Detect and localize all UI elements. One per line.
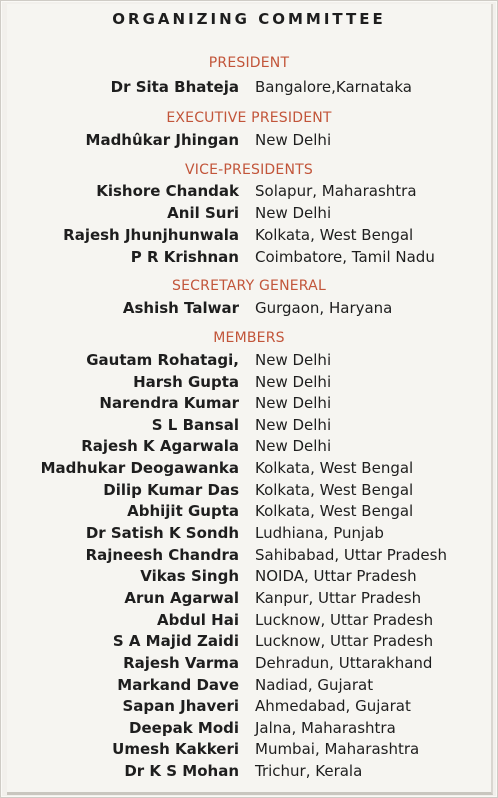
section-heading-members: MEMBERS <box>213 330 285 346</box>
member-name: Vikas Singh <box>140 567 239 585</box>
member-place: Sahibabad, Uttar Pradesh <box>255 546 447 564</box>
member-name: Markand Dave <box>117 676 239 694</box>
member-name: Dr K S Mohan <box>124 762 239 780</box>
member-row <box>7 77 491 98</box>
member-row <box>7 372 491 393</box>
member-row <box>7 247 491 268</box>
member-row <box>7 298 491 319</box>
section-heading-president: PRESIDENT <box>208 55 290 71</box>
member-place: New Delhi <box>255 373 332 391</box>
page-title: ORGANIZING COMMITTEE <box>112 10 386 28</box>
member-name: Abdul Hai <box>157 611 239 629</box>
member-place: New Delhi <box>255 204 332 222</box>
member-place: NOIDA, Uttar Pradesh <box>255 567 417 585</box>
member-name: Sapan Jhaveri <box>122 697 239 715</box>
member-place: Kolkata, West Bengal <box>255 459 414 477</box>
member-row <box>7 718 491 739</box>
member-name: Dr Sita Bhateja <box>110 78 239 96</box>
member-place: Solapur, Maharashtra <box>255 182 417 200</box>
member-row <box>7 675 491 696</box>
member-place: New Delhi <box>255 131 332 149</box>
member-name: Dr Satish K Sondh <box>85 524 239 542</box>
member-place: Bangalore,Karnataka <box>255 78 412 96</box>
member-row <box>7 130 491 151</box>
member-name: Gautam Rohatagi, <box>86 351 239 369</box>
member-row <box>7 203 491 224</box>
member-name: Anil Suri <box>167 204 239 222</box>
member-place: Ahmedabad, Gujarat <box>255 697 411 715</box>
member-place: New Delhi <box>255 351 332 369</box>
member-row <box>7 523 491 544</box>
member-row <box>7 393 491 414</box>
section-heading-executive-president: EXECUTIVE PRESIDENT <box>166 110 332 126</box>
member-row <box>7 480 491 501</box>
member-place: Lucknow, Uttar Pradesh <box>255 611 434 629</box>
member-place: Kolkata, West Bengal <box>255 226 414 244</box>
member-place: New Delhi <box>255 394 332 412</box>
member-place: Gurgaon, Haryana <box>255 299 393 317</box>
member-name: Abhijit Gupta <box>127 502 239 520</box>
member-name: Rajesh Varma <box>123 654 239 672</box>
member-name: Ashish Talwar <box>122 299 239 317</box>
member-row <box>7 415 491 436</box>
section-heading-secretary-general: SECRETARY GENERAL <box>172 278 326 294</box>
member-name: Rajneesh Chandra <box>85 546 239 564</box>
member-place: New Delhi <box>255 416 332 434</box>
member-place: Kanpur, Uttar Pradesh <box>255 589 422 607</box>
member-name: Deepak Modi <box>129 719 239 737</box>
section-heading-vice-presidents: VICE-PRESIDENTS <box>185 162 313 178</box>
member-row <box>7 436 491 457</box>
member-name: Kishore Chandak <box>96 182 239 200</box>
member-row <box>7 225 491 246</box>
member-name: Narendra Kumar <box>99 394 239 412</box>
member-place: Kolkata, West Bengal <box>255 502 414 520</box>
member-place: Trichur, Kerala <box>255 762 363 780</box>
member-row <box>7 588 491 609</box>
member-place: Mumbai, Maharashtra <box>255 740 420 758</box>
member-row <box>7 350 491 371</box>
member-row <box>7 566 491 587</box>
member-place: Ludhiana, Punjab <box>255 524 384 542</box>
member-row <box>7 631 491 652</box>
member-row <box>7 458 491 479</box>
committee-sheet <box>7 4 493 795</box>
member-row <box>7 610 491 631</box>
member-name: Rajesh K Agarwala <box>81 437 239 455</box>
member-row <box>7 761 491 782</box>
member-name: Arun Agarwal <box>124 589 239 607</box>
member-name: Rajesh Jhunjhunwala <box>63 226 239 244</box>
member-row <box>7 545 491 566</box>
member-row <box>7 696 491 717</box>
member-name: S A Majid Zaidi <box>112 632 239 650</box>
member-row <box>7 501 491 522</box>
member-name: S L Bansal <box>151 416 239 434</box>
member-place: Dehradun, Uttarakhand <box>255 654 433 672</box>
member-name: Umesh Kakkeri <box>112 740 239 758</box>
member-place: New Delhi <box>255 437 332 455</box>
member-name: Madhukar Deogawanka <box>40 459 239 477</box>
member-name: Harsh Gupta <box>133 373 239 391</box>
member-place: Nadiad, Gujarat <box>255 676 374 694</box>
member-row <box>7 739 491 760</box>
member-place: Jalna, Maharashtra <box>255 719 396 737</box>
member-name: P R Krishnan <box>130 248 239 266</box>
member-place: Lucknow, Uttar Pradesh <box>255 632 434 650</box>
member-name: Madhûkar Jhingan <box>85 131 239 149</box>
member-row <box>7 181 491 202</box>
member-row <box>7 653 491 674</box>
member-place: Coimbatore, Tamil Nadu <box>255 248 435 266</box>
member-place: Kolkata, West Bengal <box>255 481 414 499</box>
member-name: Dilip Kumar Das <box>103 481 239 499</box>
